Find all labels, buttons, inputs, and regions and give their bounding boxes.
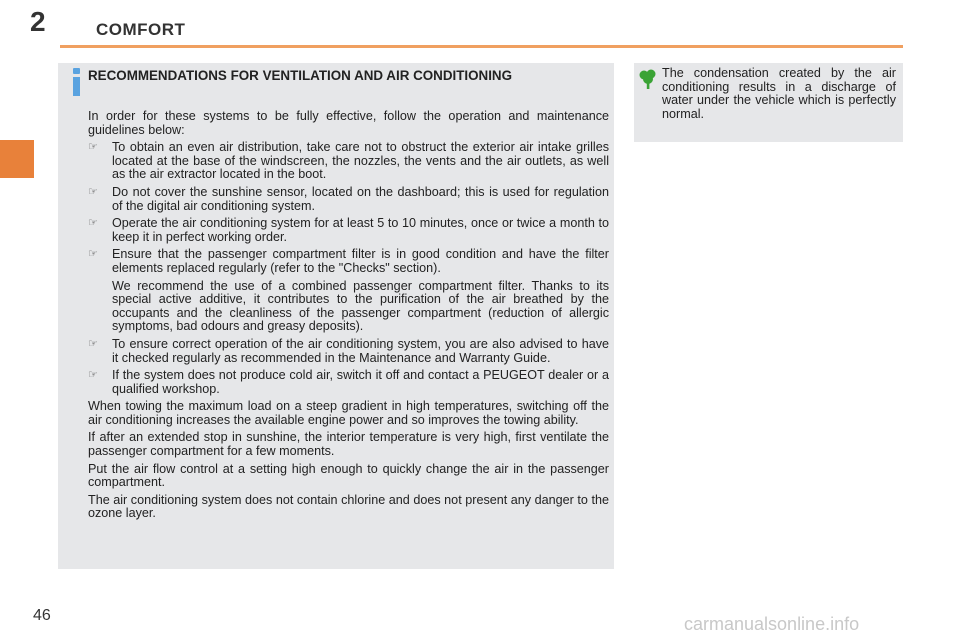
info-icon — [70, 68, 82, 96]
watermark: carmanualsonline.info — [684, 614, 860, 634]
pointing-hand-icon: ☞ — [88, 337, 98, 350]
towing-paragraph: When towing the maximum load on a steep gradient in high temperatures, switching off the air conditioning increases the available engine power and so improves the towing ability. — [88, 399, 609, 427]
info-icon-bar — [73, 77, 80, 96]
pointing-hand-icon: ☞ — [88, 248, 98, 261]
filter-note: We recommend the use of a combined passenger compartment filter. Thanks to its special active additive, it contributes to the purification of the air breathed by the occupants and the cleanliness of the passenger compartment (reduction of allergic symptoms, bad odours and greasy deposits). — [112, 278, 609, 334]
chapter-number: 2 — [30, 6, 46, 37]
condensation-note: The condensation created by the air conditioning results in a discharge of water under the vehicle which is perfectly normal. — [662, 66, 896, 121]
header-divider — [60, 45, 903, 48]
page-number: 46 — [33, 607, 51, 624]
pointing-hand-icon: ☞ — [88, 369, 98, 382]
sunshine-paragraph: If after an extended stop in sunshine, the interior temperature is very high, first ventilate the passenger compartment for a few moments. — [88, 430, 609, 459]
airflow-paragraph: Put the air flow control at a setting high enough to quickly change the air in the passenger compartment. — [88, 461, 609, 490]
section-title: RECOMMENDATIONS FOR VENTILATION AND AIR CONDITIONING — [88, 68, 513, 83]
section-content — [88, 110, 609, 525]
pointing-hand-icon: ☞ — [88, 217, 98, 230]
chapter-tab — [0, 140, 34, 178]
list-item: ☞ To ensure correct operation of the air conditioning system, you are also advised to have it checked regularly as recommended in the Maintenance and Warranty Guide. — [88, 336, 609, 365]
list-item: ☞ Do not cover the sunshine sensor, located on the dashboard; this is used for regulation of the digital air conditioning system. — [88, 184, 609, 213]
list-item: ☞ To obtain an even air distribution, take care not to obstruct the exterior air intake grilles located at the base of the windscreen, the nozzles, the vents and the air outlets, as well as the air extractor located in the boot. — [88, 140, 609, 182]
info-icon-dot — [73, 68, 80, 74]
tree-icon — [639, 69, 657, 89]
intro-paragraph: In order for these systems to be fully effective, follow the operation and maintenance guidelines below: — [88, 109, 609, 137]
pointing-hand-icon: ☞ — [88, 141, 98, 154]
list-item: ☞ Operate the air conditioning system for at least 5 to 10 minutes, once or twice a month to keep it in perfect working order. — [88, 216, 609, 244]
chlorine-paragraph: The air conditioning system does not contain chlorine and does not present any danger to the ozone layer. — [88, 492, 609, 521]
list-item: ☞ If the system does not produce cold air, switch it off and contact a PEUGEOT dealer or a qualified workshop. — [88, 368, 609, 396]
chapter-title: COMFORT — [96, 20, 186, 39]
pointing-hand-icon: ☞ — [88, 185, 98, 198]
list-item: ☞ Ensure that the passenger compartment filter is in good condition and have the filter elements replaced regularly (refer to the "Checks" section). — [88, 247, 609, 275]
